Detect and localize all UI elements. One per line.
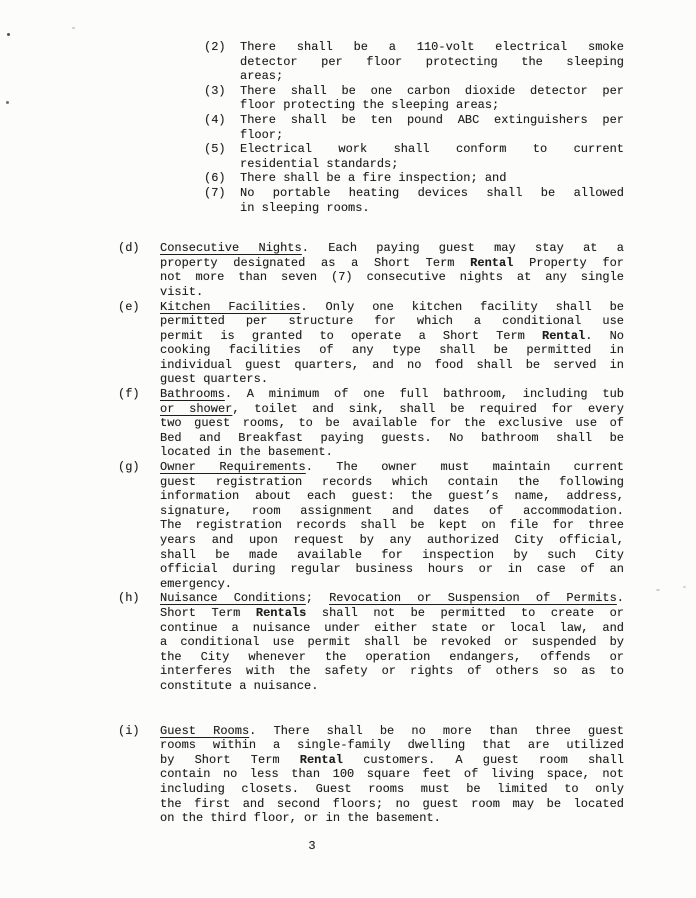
text-segment: signature, room assignment and dates of accommodation. bbox=[160, 503, 624, 518]
item-marker: (f) bbox=[118, 387, 140, 402]
document-line bbox=[160, 241, 624, 256]
item-body bbox=[240, 113, 624, 142]
text-segment: Rental bbox=[299, 752, 343, 767]
text-segment: Rentals bbox=[255, 605, 307, 620]
text-segment: a conditional use permit shall be revoked or suspended by bbox=[160, 635, 624, 650]
document-line bbox=[240, 113, 624, 128]
document-line bbox=[160, 504, 624, 519]
numbered-sublist bbox=[0, 40, 624, 215]
list-item-4 bbox=[204, 113, 624, 142]
document-line bbox=[160, 562, 624, 577]
document-line bbox=[160, 577, 624, 592]
text-segment: information about each guest: the guest’s name, address, bbox=[160, 489, 624, 504]
list-item-i bbox=[118, 724, 624, 826]
document-line bbox=[240, 186, 624, 201]
text-segment: No portable heating devices shall be allowed bbox=[240, 185, 624, 200]
document-line bbox=[240, 201, 624, 216]
text-segment: constitute a nuisance. bbox=[160, 678, 319, 693]
text-segment: years and upon request by any authorized City official, bbox=[160, 533, 624, 547]
list-item-f bbox=[118, 387, 624, 460]
text-segment: Electrical work shall conform to current bbox=[240, 142, 624, 157]
document-line bbox=[160, 314, 624, 329]
document-line bbox=[160, 402, 624, 417]
text-segment: permit is granted to operate a Short Term bbox=[160, 328, 543, 343]
text-segment: Property for bbox=[513, 255, 624, 270]
text-segment: cooking facilities of any type shall be permitted in bbox=[160, 343, 624, 358]
document-line bbox=[160, 548, 624, 563]
document-line bbox=[160, 591, 624, 606]
document-line bbox=[240, 142, 624, 157]
text-segment: shall be made available for inspection by such City bbox=[160, 547, 624, 562]
item-body bbox=[160, 300, 624, 388]
scan-artifact-dot bbox=[683, 586, 686, 588]
item-marker: (g) bbox=[118, 460, 140, 475]
list-item-g bbox=[118, 460, 624, 591]
document-line bbox=[240, 98, 624, 113]
text-segment: continue a nuisance under either state or local law, and bbox=[160, 620, 624, 635]
text-segment: There shall be a 110-volt electrical smoke bbox=[240, 40, 624, 54]
document-line bbox=[160, 445, 624, 460]
text-segment: detector per floor protecting the sleeping bbox=[240, 54, 624, 69]
text-segment: floor; bbox=[240, 127, 284, 142]
underlined-heading-text: Nuisance Conditions bbox=[160, 591, 306, 606]
item-marker: (3) bbox=[204, 83, 226, 98]
list-item-d bbox=[118, 241, 624, 299]
list-item-5 bbox=[204, 142, 624, 171]
list-item-e bbox=[118, 300, 624, 388]
text-segment: shall not be permitted to create or bbox=[306, 605, 624, 620]
item-body bbox=[240, 84, 624, 113]
document-line bbox=[240, 69, 624, 84]
list-item-3 bbox=[204, 84, 624, 113]
text-segment: customers. A guest room shall bbox=[343, 752, 624, 767]
document-line bbox=[160, 533, 624, 548]
underlined-heading-text: Revocation or Suspension of Permits bbox=[329, 591, 617, 606]
text-segment: the first and second floors; no guest room may be located bbox=[160, 796, 624, 811]
underlined-heading-text: Consecutive Nights bbox=[160, 241, 302, 256]
text-segment: on the third floor, or in the basement. bbox=[160, 811, 441, 826]
text-segment: including closets. Guest rooms must be limited to only bbox=[160, 781, 624, 796]
scan-artifact-dot bbox=[656, 589, 660, 591]
text-segment: floor protecting the sleeping areas; bbox=[240, 98, 500, 113]
document-line bbox=[160, 300, 624, 315]
item-marker: (i) bbox=[118, 723, 140, 738]
document-line bbox=[160, 489, 624, 504]
item-body bbox=[240, 40, 624, 84]
document-line bbox=[160, 270, 624, 285]
lettered-list bbox=[0, 241, 624, 826]
scan-artifact-dot bbox=[6, 101, 9, 104]
document-line bbox=[160, 606, 624, 621]
text-segment: contain no less than 100 square feet of living space, not bbox=[160, 767, 624, 782]
text-segment: Short Term bbox=[160, 605, 256, 620]
text-segment: two guest rooms, to be available for the exclusive use of bbox=[160, 416, 624, 431]
document-line bbox=[240, 157, 624, 172]
item-marker: (e) bbox=[118, 299, 140, 314]
document-line bbox=[160, 650, 624, 665]
text-segment: guest quarters. bbox=[160, 372, 269, 387]
text-segment: Bed and Breakfast paying guests. No bathroom shall be bbox=[160, 430, 624, 445]
document-line bbox=[160, 635, 624, 650]
document-line bbox=[160, 329, 624, 344]
document-line bbox=[160, 664, 624, 679]
text-segment: not more than seven (7) consecutive nights at any single bbox=[160, 270, 624, 285]
scan-artifact-dot bbox=[7, 33, 10, 36]
text-segment: ; bbox=[305, 591, 330, 606]
document-line bbox=[240, 84, 624, 99]
text-segment: in sleeping rooms. bbox=[240, 200, 370, 215]
underlined-heading-text: Bathrooms bbox=[160, 387, 225, 402]
document-line bbox=[160, 811, 624, 826]
item-body bbox=[240, 142, 624, 171]
underlined-heading-text: Guest Rooms bbox=[160, 723, 250, 738]
list-item-6 bbox=[204, 171, 624, 186]
document-line bbox=[160, 285, 624, 300]
text-segment: areas; bbox=[240, 69, 284, 84]
document-line bbox=[160, 256, 624, 271]
page-number: 3 bbox=[308, 838, 316, 853]
item-marker: (d) bbox=[118, 241, 140, 256]
item-body bbox=[160, 724, 624, 826]
text-segment: . Only one kitchen facility shall be bbox=[300, 299, 624, 314]
item-marker: (7) bbox=[204, 185, 226, 200]
text-segment: emergency. bbox=[160, 576, 233, 591]
document-line bbox=[160, 387, 624, 402]
list-item-h bbox=[118, 591, 624, 693]
text-segment: Rental bbox=[470, 255, 514, 270]
text-segment: by Short Term bbox=[160, 752, 300, 767]
document-line bbox=[160, 358, 624, 373]
text-segment: . There shall be no more than three guest bbox=[249, 723, 625, 738]
document-line bbox=[240, 128, 624, 143]
document-line bbox=[160, 753, 624, 768]
underlined-heading-text: Kitchen Facilities bbox=[160, 299, 301, 314]
text-segment: Rental bbox=[542, 328, 586, 343]
text-segment: the City whenever the operation endangers, offends or bbox=[160, 649, 624, 664]
list-item-7 bbox=[204, 186, 624, 215]
item-body bbox=[160, 591, 624, 693]
text-segment: residential standards; bbox=[240, 156, 399, 171]
text-segment: located in the basement. bbox=[160, 445, 333, 460]
document-line bbox=[160, 431, 624, 446]
text-segment: property designated as a Short Term bbox=[160, 255, 471, 270]
document-line bbox=[160, 797, 624, 812]
document-line bbox=[160, 621, 624, 636]
document-line bbox=[160, 738, 624, 753]
document-line bbox=[160, 724, 624, 739]
document-line bbox=[160, 475, 624, 490]
item-marker: (2) bbox=[204, 40, 226, 54]
text-segment: . No bbox=[585, 328, 625, 343]
text-segment: The registration records shall be kept on file for three bbox=[160, 518, 624, 533]
document-line bbox=[160, 372, 624, 387]
underlined-heading-text: Owner Requirements bbox=[160, 460, 306, 475]
list-item-2 bbox=[204, 40, 624, 84]
text-segment: . Each paying guest may stay at a bbox=[301, 241, 624, 256]
document-line bbox=[160, 767, 624, 782]
document-line bbox=[160, 679, 624, 694]
text-segment: official during regular business hours or in case of an bbox=[160, 562, 624, 577]
item-body bbox=[240, 171, 624, 186]
text-segment: interferes with the safety or rights of others so as to bbox=[160, 664, 624, 679]
item-marker: (5) bbox=[204, 142, 226, 157]
text-segment: There shall be a fire inspection; and bbox=[240, 171, 507, 186]
text-segment: individual guest quarters, and no food shall be served in bbox=[160, 357, 624, 372]
text-segment: guest registration records which contain the following bbox=[160, 474, 624, 489]
text-segment: rooms within a single-family dwelling that are utilized bbox=[160, 738, 624, 753]
text-segment: . The owner must maintain current bbox=[305, 460, 625, 475]
item-body bbox=[240, 186, 624, 215]
underlined-heading-text: or shower bbox=[160, 401, 233, 416]
document-line bbox=[160, 416, 624, 431]
document-line bbox=[160, 460, 624, 475]
text-segment: . bbox=[616, 591, 624, 606]
item-body bbox=[160, 241, 624, 299]
item-marker: (4) bbox=[204, 112, 226, 127]
item-body bbox=[160, 387, 624, 460]
document-line bbox=[160, 343, 624, 358]
item-body bbox=[160, 460, 624, 591]
scan-artifact-dot bbox=[72, 27, 75, 29]
text-segment: There shall be one carbon dioxide detector per bbox=[240, 83, 624, 98]
item-marker: (h) bbox=[118, 591, 140, 606]
document-line bbox=[240, 171, 624, 186]
text-segment: , toilet and sink, shall be required for every bbox=[232, 401, 624, 416]
text-segment: There shall be ten pound ABC extinguishers per bbox=[240, 112, 624, 127]
document-line bbox=[160, 782, 624, 797]
text-segment: visit. bbox=[160, 284, 204, 299]
item-marker: (6) bbox=[204, 171, 226, 186]
document-line bbox=[160, 518, 624, 533]
document-line bbox=[240, 40, 624, 55]
text-segment: . A minimum of one full bathroom, including tub bbox=[224, 387, 624, 402]
text-segment: permitted per structure for which a conditional use bbox=[160, 314, 624, 329]
document-line bbox=[240, 55, 624, 70]
